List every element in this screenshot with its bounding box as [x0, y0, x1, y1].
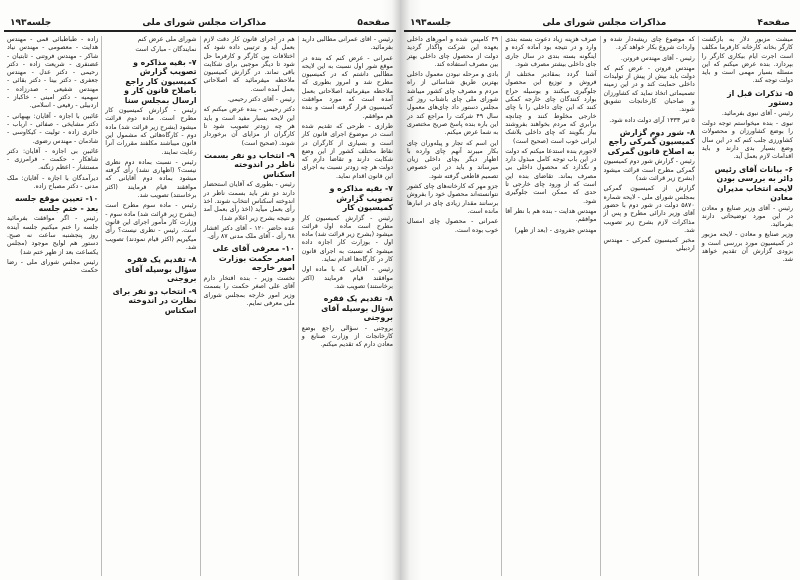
- paragraph: رئیس - نسبت بماده دوم نظری نیست؟ (اظهاری نشد) رأی گرفته میشود بماده دوم آقایانی که موافقند قیام فرمایند (اکثر برخاستند) تصویب شد.: [105, 158, 197, 200]
- paragraph: شورای ملی عرض کنم: [137, 36, 197, 43]
- paragraph: رئیس - اگر موافقت بفرمائید جلسه را ختم میکنیم جلسه آینده روز پنجشنبه ساعت نه صبح. دستور هم لوایح موجود (مجلس یکساعت بعد از ظهر ختم شد): [7, 215, 99, 256]
- text-column: [101, 36, 199, 576]
- paragraph: دکتر رحیمی - بنده عرض میکنم که این لایحه بسیار مفید است و باید هر چه زودتر تصویب شود تا کارگران از مزایای آن برخوردار شوند. (صحیح است): [203, 106, 295, 147]
- right-page: [400, 0, 800, 580]
- paragraph: مهندس جفرودی - (بعد از ظهر): [514, 226, 597, 234]
- paragraph: رئیس - آقای نبوی بفرمائید.: [721, 109, 793, 117]
- text-column: [600, 36, 698, 576]
- section-heading: ۷- بقیه مذاکره و تصویب گزارش کمیسیون کار راجع باصلاح قانون کار و ارسال بمجلس سنا: [124, 57, 197, 105]
- publication-title: مذاکرات مجلس شورای ملی: [542, 18, 667, 28]
- paragraph: بادی و مرحله نبودن معمول داخلی بهترین طریق شناسائی از راه مردم و مصرف چای کشور میباشد شورای ملی چای باشتاب روز که مجلس دستور داد چای‌های معمول سال ۴۹ شرکت را مراجع کند در این باره بنده پاسخ صریح مختصری به شما عرض میکنم.: [407, 71, 499, 137]
- section-heading: ۶- بیانات آقای رئیس دائر به بررسی بودن لایحه انتخاب مدیران معادن: [714, 164, 793, 203]
- paragraph: رئیس - ماده سوم مطرح است (بشرح زیر قرائت شد) ماده سوم - وزارت کار مأمور اجرای این قانون است. رئیس - نظری نیست؟ رأی میگیریم (اکثر قیام نمودند) تصویب شد.: [105, 202, 197, 251]
- page-number: صفحه۵: [357, 18, 390, 28]
- paragraph: رئیس - گزارش کمیسیون کار مطرح است ماده اول قرائت میشود (بشرح زیر قرائت شد) ماده اول - بوزارت کار اجازه داده میشود که نسبت به اجرای قانون کار در کارگاه‌ها اقدام نماید.: [301, 214, 393, 264]
- paragraph: رئیس - آقای وزیر صنایع و معادن در این مورد توضیحاتی دارند بفرمائید.: [701, 204, 793, 229]
- section-heading: ۸- شور دوم گزارش کمیسیون گمرکی راجع به اصلاح قانون گمرکی: [607, 127, 695, 156]
- page-number: صفحه۴: [757, 18, 790, 28]
- paragraph: صرف هزینه زیاد دعوت بسته بندی وارد و در نتیجه بود آماده کرده و اینگونه بسته بندی در سال جاری جای داخلی بیشتر مصرف شود.: [505, 36, 597, 68]
- section-heading: ۱۰- تعیین موقع جلسه بعد - ختم جلسه: [15, 194, 99, 213]
- paragraph: رئیس - آقای مهندس فروتن.: [620, 54, 695, 62]
- paragraph: دیرآمدگان با اجازه - آقایان: ملک مدنی - دکتر مصباح زاده.: [7, 174, 99, 191]
- paragraph: لاجورم بنده استدعا میکنم که دولت در این باب توجه کامل مبذول دارد و نگذارد که محصول داخلی بی مصرف بماند. تقاضای بنده این است که از ورود چای خارجی تا حدی که ممکن است جلوگیری شود.: [505, 147, 597, 205]
- paragraph: وزیر صنایع و معادن - لایحه مزبور در کمیسیون مورد بررسی است و بزودی گزارش آن تقدیم خواهد شد.: [701, 231, 793, 264]
- paragraph: مخبر کمیسیون گمرکی - مهندس اردبیلی: [603, 237, 695, 253]
- paragraph: بروجنی - سؤالی راجع بوضع کارخانجات از وزارت صنایع و معادن دارم که تقدیم میکنم.: [301, 324, 393, 349]
- paragraph: رئیس - گزارش کمیسیون کار مطرح است. ماده دوم قرائت میشود (بشرح زیر قرائت شد) ماده دوم - کارگاه‌هائی که مشمول این قانون میباشند مکلفند مقررات آنرا رعایت نمایند.: [105, 107, 197, 156]
- page-header: [404, 12, 796, 32]
- paragraph: جزو مهر که کارخانه‌های چای کشور نتوانسته‌اند محصول خود را بفروش برسانند مقدار زیادی چای در انبارها مانده است.: [406, 183, 499, 215]
- paragraph: مهندس فروتن - عرض کنم که دولت باید بیش از پیش از تولیدات داخلی حمایت کند و در این زمینه تصمیماتی اتخاذ نماید که کشاورزان و صاحبان کارخانجات تشویق شوند.: [603, 64, 695, 114]
- paragraph: رئیس - آقای دکتر رحیمی.: [227, 96, 295, 104]
- paragraph: نخست وزیر - بنده افتخار دارم آقای علی اصغر حکمت را بسمت وزیر امور خارجه بمجلس شورای ملی معرفی نمایم.: [203, 274, 295, 307]
- paragraph: ۴۹ کامپس شده و امورهای داخلی بعهده این شرکت واگذار گردید دولت از محصول چای داخلی بهتر بین مصرف استفاده کند.: [407, 36, 499, 68]
- text-column: [4, 36, 101, 576]
- paragraph: رئیس - گزارش شور دوم کمیسیون گمرکی مطرح است قرائت میشود (بشرح زیر قرائت شد): [603, 158, 695, 183]
- text-column: [698, 36, 796, 576]
- text-columns: [4, 36, 396, 576]
- section-heading: ۹- انتخاب دو نفر بسمت ناظر در اندوخته اسکناس: [204, 150, 295, 179]
- section-heading: ۸- تقدیم یک فقره سؤال بوسیله آقای بروجنی: [321, 294, 393, 323]
- paragraph: که موضوع چای ریشه‌دار شده و واردات شروع بکار خواهد کرد.: [603, 36, 695, 52]
- paragraph: زاده - طباطبائی قمی - مهندس هدایت - معصومی - مهندس نیاد شاکر - مهندس فروتنی - ثابتیان - غضنفری - شریعت زاده - دکتر رحیمی - دکتر عدل - مهندس جعفری - دکتر بینا - دکتر بقائی - مهندس شفیعی - صدرزاده - سهمیه - دکتر امینی - خاکباز - اردبیلی - رفیعی - اسلامی.: [7, 36, 99, 110]
- section-heading: ۷- بقیه مذاکره و تصویب گزارش کمیسیون کار: [329, 184, 393, 213]
- text-column: [404, 36, 501, 576]
- paragraph: آشنا گردد بمقادیر مختلف از فروش و توزیع این محصول جلوگیری میکنند و بوسیله حراج بوارد کنندگان چای خارجه کمکی کنند که این چای داخلی را با چای خارجی مخلوط کنند و چنانچه برابری که مردم بخواهند بفروشند بیاز بگویند که چای داخلی بلاشک ایرانی خوب است (صحیح است): [505, 71, 597, 145]
- text-columns: [404, 36, 796, 576]
- section-heading: ۵- تذکرات قبل از دستور: [727, 88, 793, 108]
- paragraph: نمایندگان - مبارک است: [135, 46, 197, 54]
- paragraph: میشت مزبور دلار به بازگشت کارگر بخانه کارخانه کارفرما مکلف است اجرت ایام بیکاری کارگر را بپردازد. بنده عرض میکنم که این مسئله بسیار مهمی است و باید دولت توجه کند.: [701, 36, 793, 85]
- page-header: [4, 12, 396, 32]
- paragraph: عده حاضر ۱۲۰ - آقای دکتر افشار ۹۸ رأی - آقای ملک مدنی ۸۷ رأی.: [203, 224, 295, 241]
- paragraph: طرازی - طرحی که تقدیم شده است در موضوع اجرای قانون کار است و بسیاری از کارگران در نقاط مختلف کشور از این وضع شکایت دارند و تقاضا دارم که دولت هر چه زودتر نسبت به اجرای این قانون اقدام نماید.: [301, 122, 393, 180]
- paragraph: غائبین بی اجازه - آقایان: دکتر شاهکار - حکمت - فرامرزی - مستشار - اعظم زنگنه.: [7, 147, 99, 172]
- paragraph: هم در اجرای قانون کار دقت لازم بعمل آید و ترتیبی داده شود که اختلافات بین کارگر و کارفرما حل شود تا دیگر موجبی برای شکایت باقی نماند. در گزارش کمیسیون ملاحظه میفرمائید که اصلاحاتی بعمل آمده است.: [203, 36, 295, 93]
- session-number: جلسه۱۹۳: [10, 18, 52, 28]
- section-heading: ۱۰- معرفی آقای علی اصغر حکمت بوزارت امور خارجه: [212, 244, 295, 273]
- paragraph: ۵ تیر ۱۳۳۳ آرای دولت داده شود.: [609, 116, 695, 124]
- text-column: [501, 36, 599, 576]
- paragraph: رئیس - آقایانی که با ماده اول موافقند قیام فرمایند (اکثر برخاستند) تصویب شد.: [301, 266, 393, 290]
- text-column: [298, 36, 396, 576]
- publication-title: مذاکرات مجلس شورای ملی: [142, 18, 267, 28]
- paragraph: رئیس مجلس شورای ملی - رضا حکمت: [7, 258, 99, 275]
- paragraph: غائبین با اجازه - آقایان: بهبهانی - دکتر مشایخی - صفائی - ارباب - حائری زاده - تولیت - کیکاوسی - شادمان - مهندس رضوی.: [7, 112, 99, 145]
- paragraph: نبوی - بنده میخواستم توجه دولت را بوضع کشاورزان و محصولات کشاورزی جلب کنم که در این سال وضع بسیار بدی دارند و باید اقدامات لازم بعمل آید.: [701, 120, 793, 161]
- paragraph: عمرانی - عرض کنم که بنده در موقع شور اول نسبت به این لایحه مطالبی داشتم که در کمیسیون مطرح شد و امروز بطوری که ملاحظه میفرمائید اصلاحاتی بعمل آمده است که مورد موافقت کمیسیون قرار گرفته است و بنده هم موافقم.: [301, 54, 393, 120]
- paragraph: این اسم که تجار و پیله‌وران چای بکار میبرند آنهم چای وارده با اظهار دیگر بچای داخلی زیان میرساند و باید در این خصوص تصمیم قاطعی گرفته شود.: [407, 139, 499, 180]
- section-heading: ۸- تقدیم یک فقره سؤال بوسیله آقای بروجنی: [124, 255, 197, 284]
- paragraph: رئیس - بطوری که آقایان استحضار دارند دو نفر باید بسمت ناظر در اندوخته اسکناس انتخاب شوند. اخذ رأی بعمل میآید (اخذ رأی بعمل آمد و نتیجه بشرح زیر اعلام شد).: [203, 181, 295, 222]
- paragraph: رئیس - آقای عمرانی مطالبی دارید بفرمائید.: [301, 36, 393, 52]
- section-heading: ۹- انتخاب دو نفر برای نظارت در اندوخته اسکناس: [112, 286, 197, 315]
- paragraph: گزارش از کمیسیون گمرکی بمجلس شورای ملی - لایحه شماره ۵۸۷۰ دولت در شور دوم با حضور آقای وزیر دارائی مطرح و پس از مذاکرات لازم بشرح زیر تصویب شد.: [603, 185, 695, 234]
- paragraph: عمرانی - محصول چای امسال خوب بوده است.: [407, 218, 499, 234]
- paragraph: مهندس هدایت - بنده هم با نظر آقا موافقم.: [505, 207, 597, 224]
- session-number: جلسه۱۹۳: [410, 18, 452, 28]
- text-column: [200, 36, 298, 576]
